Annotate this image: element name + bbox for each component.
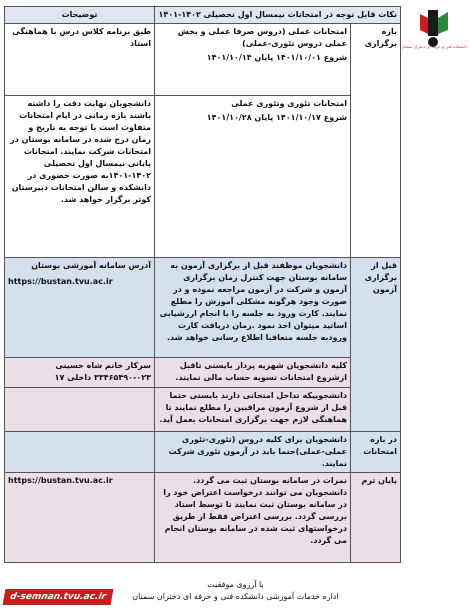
logo-caption: دانشکده فنی و حرفه ای دختران سمنان — [401, 44, 467, 49]
row-label-exam-period: بازه برگزاری — [351, 24, 401, 258]
bustan-link[interactable]: https://bustan.tvu.ac.ir — [8, 277, 113, 286]
bustan-link-end[interactable]: https://bustan.tvu.ac.ir — [8, 476, 113, 485]
exam-notes-table — [4, 6, 401, 563]
university-logo-icon — [408, 4, 466, 60]
before-exam-text-1: دانشجویان موظفند قبل از برگزاری آزمون به سامانه بوستان جهت کنترل زمان برگزاری آزمون و شرکت در آزمون مراجعه نموده و در صورت وجود هرگونه مشکلی آموزش را مطلع نمایند. کارت ورود به جلسه را با انجام ارزشیابی اساتید میتوان اخذ نمود .زمان دریافت کارت ورودبه جلسه متعاقبا اطلاع رسانی خواهد شد. — [155, 258, 351, 358]
practical-exams-dates: شروع ۱۴۰۱/۱۰/۰۱ پایان ۱۴۰۱/۱۰/۱۴ — [206, 53, 348, 62]
finance-contact-note: سرکار خانم شاه حسینی ۰۲۳-۳۳۴۶۵۴۹۰ داخلی ۱۷ — [5, 358, 155, 388]
table-row — [5, 24, 401, 96]
notes-column-header: توضیحات — [5, 7, 155, 24]
theory-exams-label: امتحانات تئوری وتئوری عملی — [231, 99, 348, 108]
table-header-row — [5, 7, 401, 24]
site-watermark: d-semnan.tvu.ac.ir — [3, 589, 114, 605]
practical-exams-cell — [155, 24, 351, 96]
table-title: نکات قابل توجه در امتحانات نیمسال اول تحصیلی ۱۴۰۲-۱۴۰۱ — [155, 7, 401, 24]
theory-exams-dates: شروع ۱۴۰۱/۱۰/۱۷ پایان ۱۴۰۱/۱۰/۲۸ — [206, 113, 348, 122]
table-row — [5, 358, 401, 388]
row-label-during-exam: در بازه امتحانات — [351, 432, 401, 473]
bustan-address-cell — [5, 258, 155, 358]
empty-note-cell — [5, 388, 155, 432]
before-exam-text-3: دانشجوییکه تداخل امتحانی دارند بایستی حتما قبل از شروع آزمون مراقبین را مطلع نمایند تا هماهنگی لازم جهت برگزاری امتحانات بعمل آید. — [155, 388, 351, 432]
practical-exams-note: طبق برنامه کلاس درس با هماهنگی استاد — [5, 24, 155, 96]
row-label-before-exam: قبل از برگزاری آزمون — [351, 258, 401, 432]
table-row — [5, 96, 401, 258]
before-exam-text-2: کلیه دانشجویان شهریه پرداز بایستی تاقبل ازشروع امتحانات تسویه حساب مالی نمایند. — [155, 358, 351, 388]
table-row — [5, 258, 401, 358]
footer-office: اداره خدمات آموزشی دانشکده فنی و حرفه ای دختران سمنان — [132, 592, 339, 601]
theory-exams-cell — [155, 96, 351, 258]
theory-exams-note: دانشجویان نهایت دقت را داشته باشند بازه زمانی در ایام امتحانات متفاوت است با توجه به تاریخ و زمان درج شده در سامانه بوستان در امتحانات شرکت نمایند. امتحانات پایانی نیمسال اول تحصیلی ۱۴۰۲-۱۴۰۱به صورت حضوری در دانشکده و سالن امتحانات دبیرستان کوثر برگزار خواهد شد. — [5, 96, 155, 258]
bustan-address-label: آدرس سامانه آموزشی بوستان — [31, 261, 151, 270]
practical-exams-label: امتحانات عملی (دروس صرفا عملی و بخش عملی دروس تئوری-عملی) — [177, 27, 348, 48]
table-row — [5, 388, 401, 432]
footer-wish: با آرزوی موفقیت — [207, 580, 264, 589]
empty-note-cell — [5, 432, 155, 473]
row-label-end-of-term: پایان ترم — [351, 473, 401, 563]
during-exam-text: دانشجویان برای کلیه دروس (تئوری-تئوری عملی-عملی)حتما باید در آزمون تئوری شرکت نمایند. — [155, 432, 351, 473]
table-row — [5, 432, 401, 473]
end-of-term-note-cell — [5, 473, 155, 563]
table-row — [5, 473, 401, 563]
end-of-term-text: نمرات در سامانه بوستان ثبت می گردد. دانشجویان می توانند درخواست اعتراض خود را در سامانه بوستان ثبت نمایند تا توسط استاد بررسی گردد. بررسی اعتراض فقط از طریق درخواستهای ثبت شده در سامانه بوستان انجام می گردد. — [155, 473, 351, 563]
